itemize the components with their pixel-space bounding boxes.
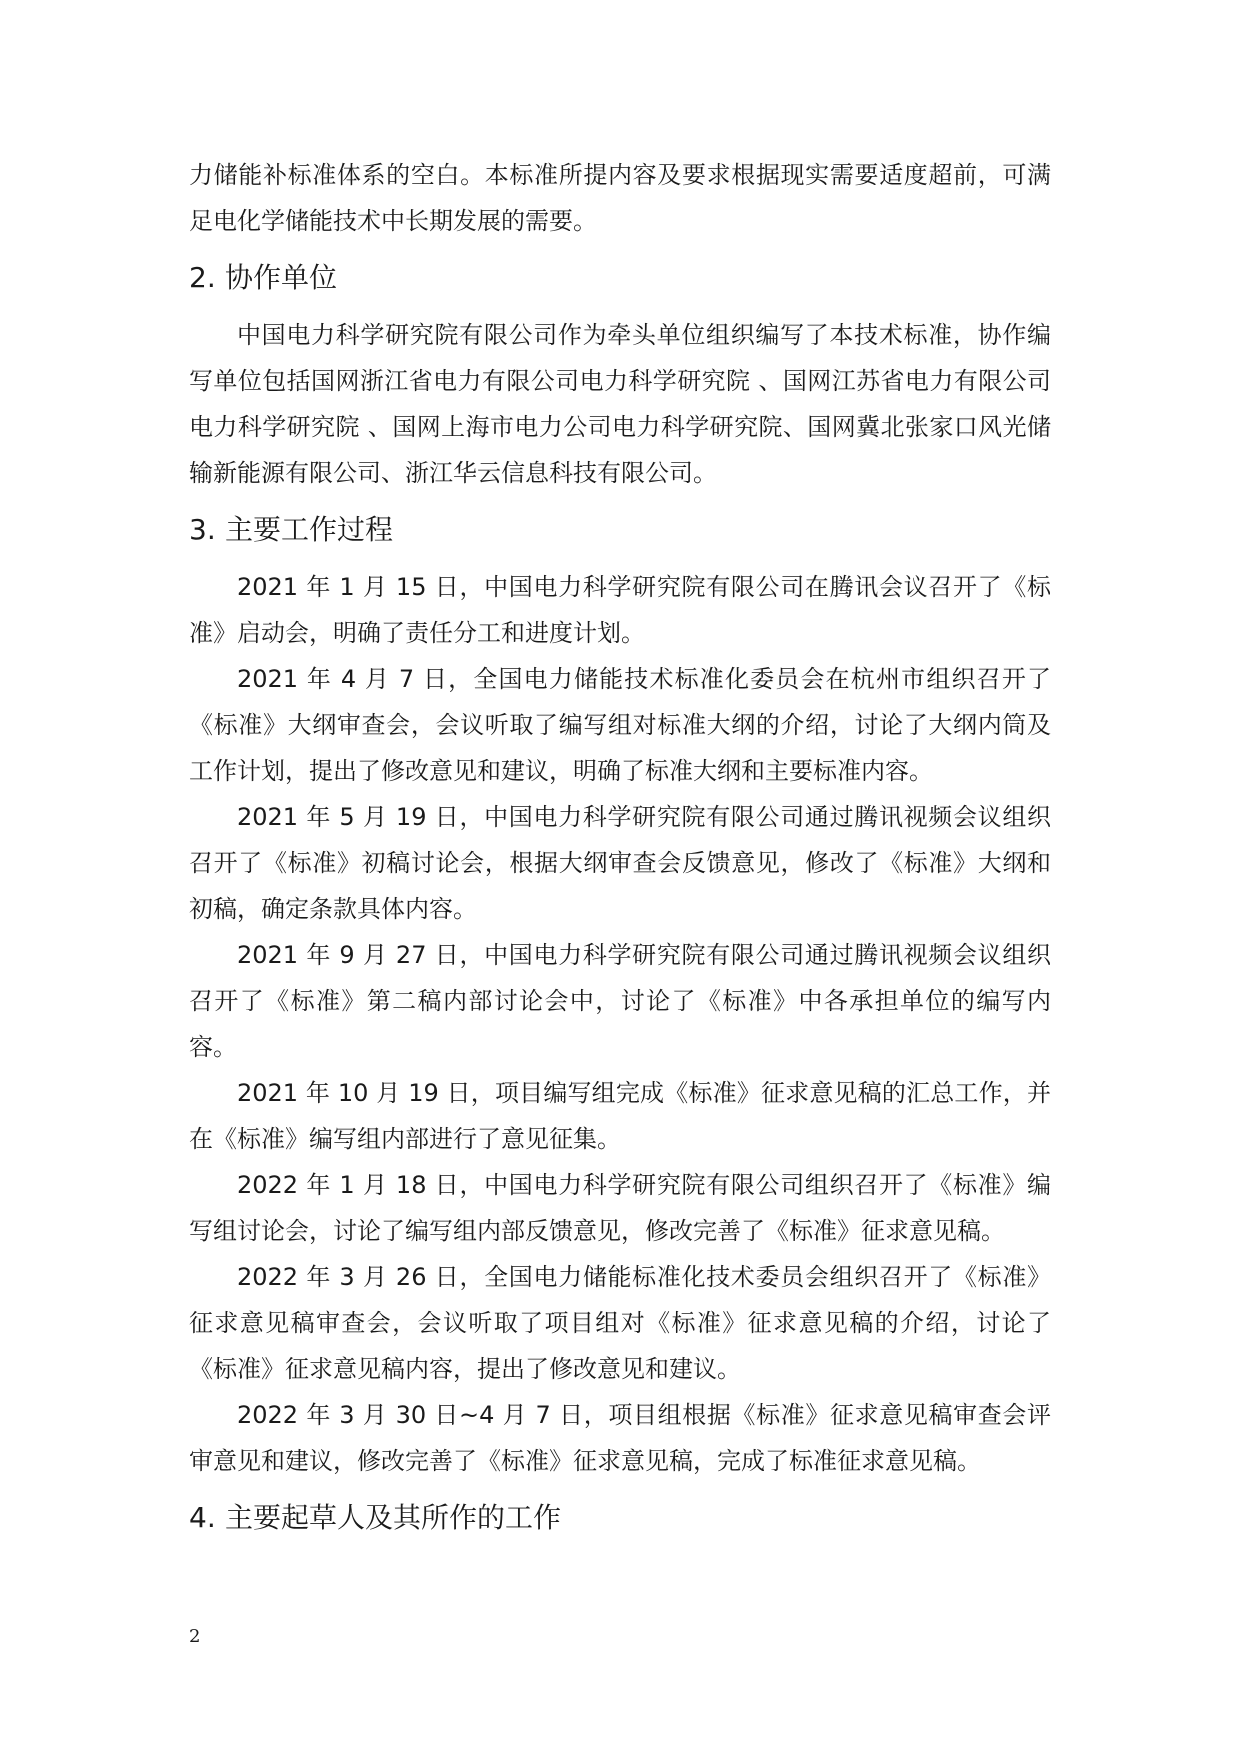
- section-3-paragraph-8: 2022 年 3 月 30 日~4 月 7 日，项目组根据《标准》征求意见稿审查会评审意见和建议，修改完善了《标准》征求意见稿，完成了标准征求意见稿。: [189, 1401, 1051, 1475]
- section-3-paragraph-2: 2021 年 4 月 7 日，全国电力储能技术标准化委员会在杭州市组织召开了《标准》大纲审查会，会议听取了编写组对标准大纲的介绍，讨论了大纲内筒及工作计划，提出了修改意见和建议，明确了标准大纲和主要标准内容。: [189, 665, 1051, 785]
- section-heading-4: [189, 1484, 1051, 1552]
- section-3-paragraph-6: 2022 年 1 月 18 日，中国电力科学研究院有限公司组织召开了《标准》编写组讨论会，讨论了编写组内部反馈意见，修改完善了《标准》征求意见稿。: [189, 1171, 1051, 1245]
- section-2-paragraph-1: 中国电力科学研究院有限公司作为牵头单位组织编写了本技术标准，协作编写单位包括国网浙江省电力有限公司电力科学研究院 、国网江苏省电力有限公司电力科学研究院 、国网上海市电力公司电力科学研究院、国网冀北张家口风光储输新能源有限公司、浙江华云信息科技有限公司。: [189, 321, 1051, 487]
- document-body: [189, 152, 1051, 1552]
- section-title: 主要工作过程: [225, 513, 394, 546]
- section-3-paragraph-1: 2021 年 1 月 15 日，中国电力科学研究院有限公司在腾讯会议召开了《标准》启动会，明确了责任分工和进度计划。: [189, 573, 1051, 647]
- section-title: 协作单位: [225, 261, 338, 294]
- section-3-paragraph-3: 2021 年 5 月 19 日，中国电力科学研究院有限公司通过腾讯视频会议组织召开了《标准》初稿讨论会，根据大纲审查会反馈意见，修改了《标准》大纲和初稿，确定条款具体内容。: [189, 803, 1051, 923]
- section-number: 2.: [189, 261, 216, 294]
- section-title: 主要起草人及其所作的工作: [225, 1501, 562, 1534]
- intro-paragraph: 力储能补标准体系的空白。本标准所提内容及要求根据现实需要适度超前，可满足电化学储能技术中长期发展的需要。: [189, 161, 1051, 235]
- section-3-paragraph-4: 2021 年 9 月 27 日，中国电力科学研究院有限公司通过腾讯视频会议组织召开了《标准》第二稿内部讨论会中，讨论了《标准》中各承担单位的编写内容。: [189, 941, 1051, 1061]
- section-heading-2: [189, 244, 1051, 312]
- section-heading-3: [189, 496, 1051, 564]
- page-number: 2: [189, 1626, 201, 1647]
- section-3-paragraph-5: 2021 年 10 月 19 日，项目编写组完成《标准》征求意见稿的汇总工作，并在《标准》编写组内部进行了意见征集。: [189, 1079, 1051, 1153]
- section-number: 3.: [189, 513, 216, 546]
- section-number: 4.: [189, 1501, 216, 1534]
- section-3-paragraph-7: 2022 年 3 月 26 日，全国电力储能标准化技术委员会组织召开了《标准》征求意见稿审查会，会议听取了项目组对《标准》征求意见稿的介绍，讨论了《标准》征求意见稿内容，提出了修改意见和建议。: [189, 1263, 1051, 1383]
